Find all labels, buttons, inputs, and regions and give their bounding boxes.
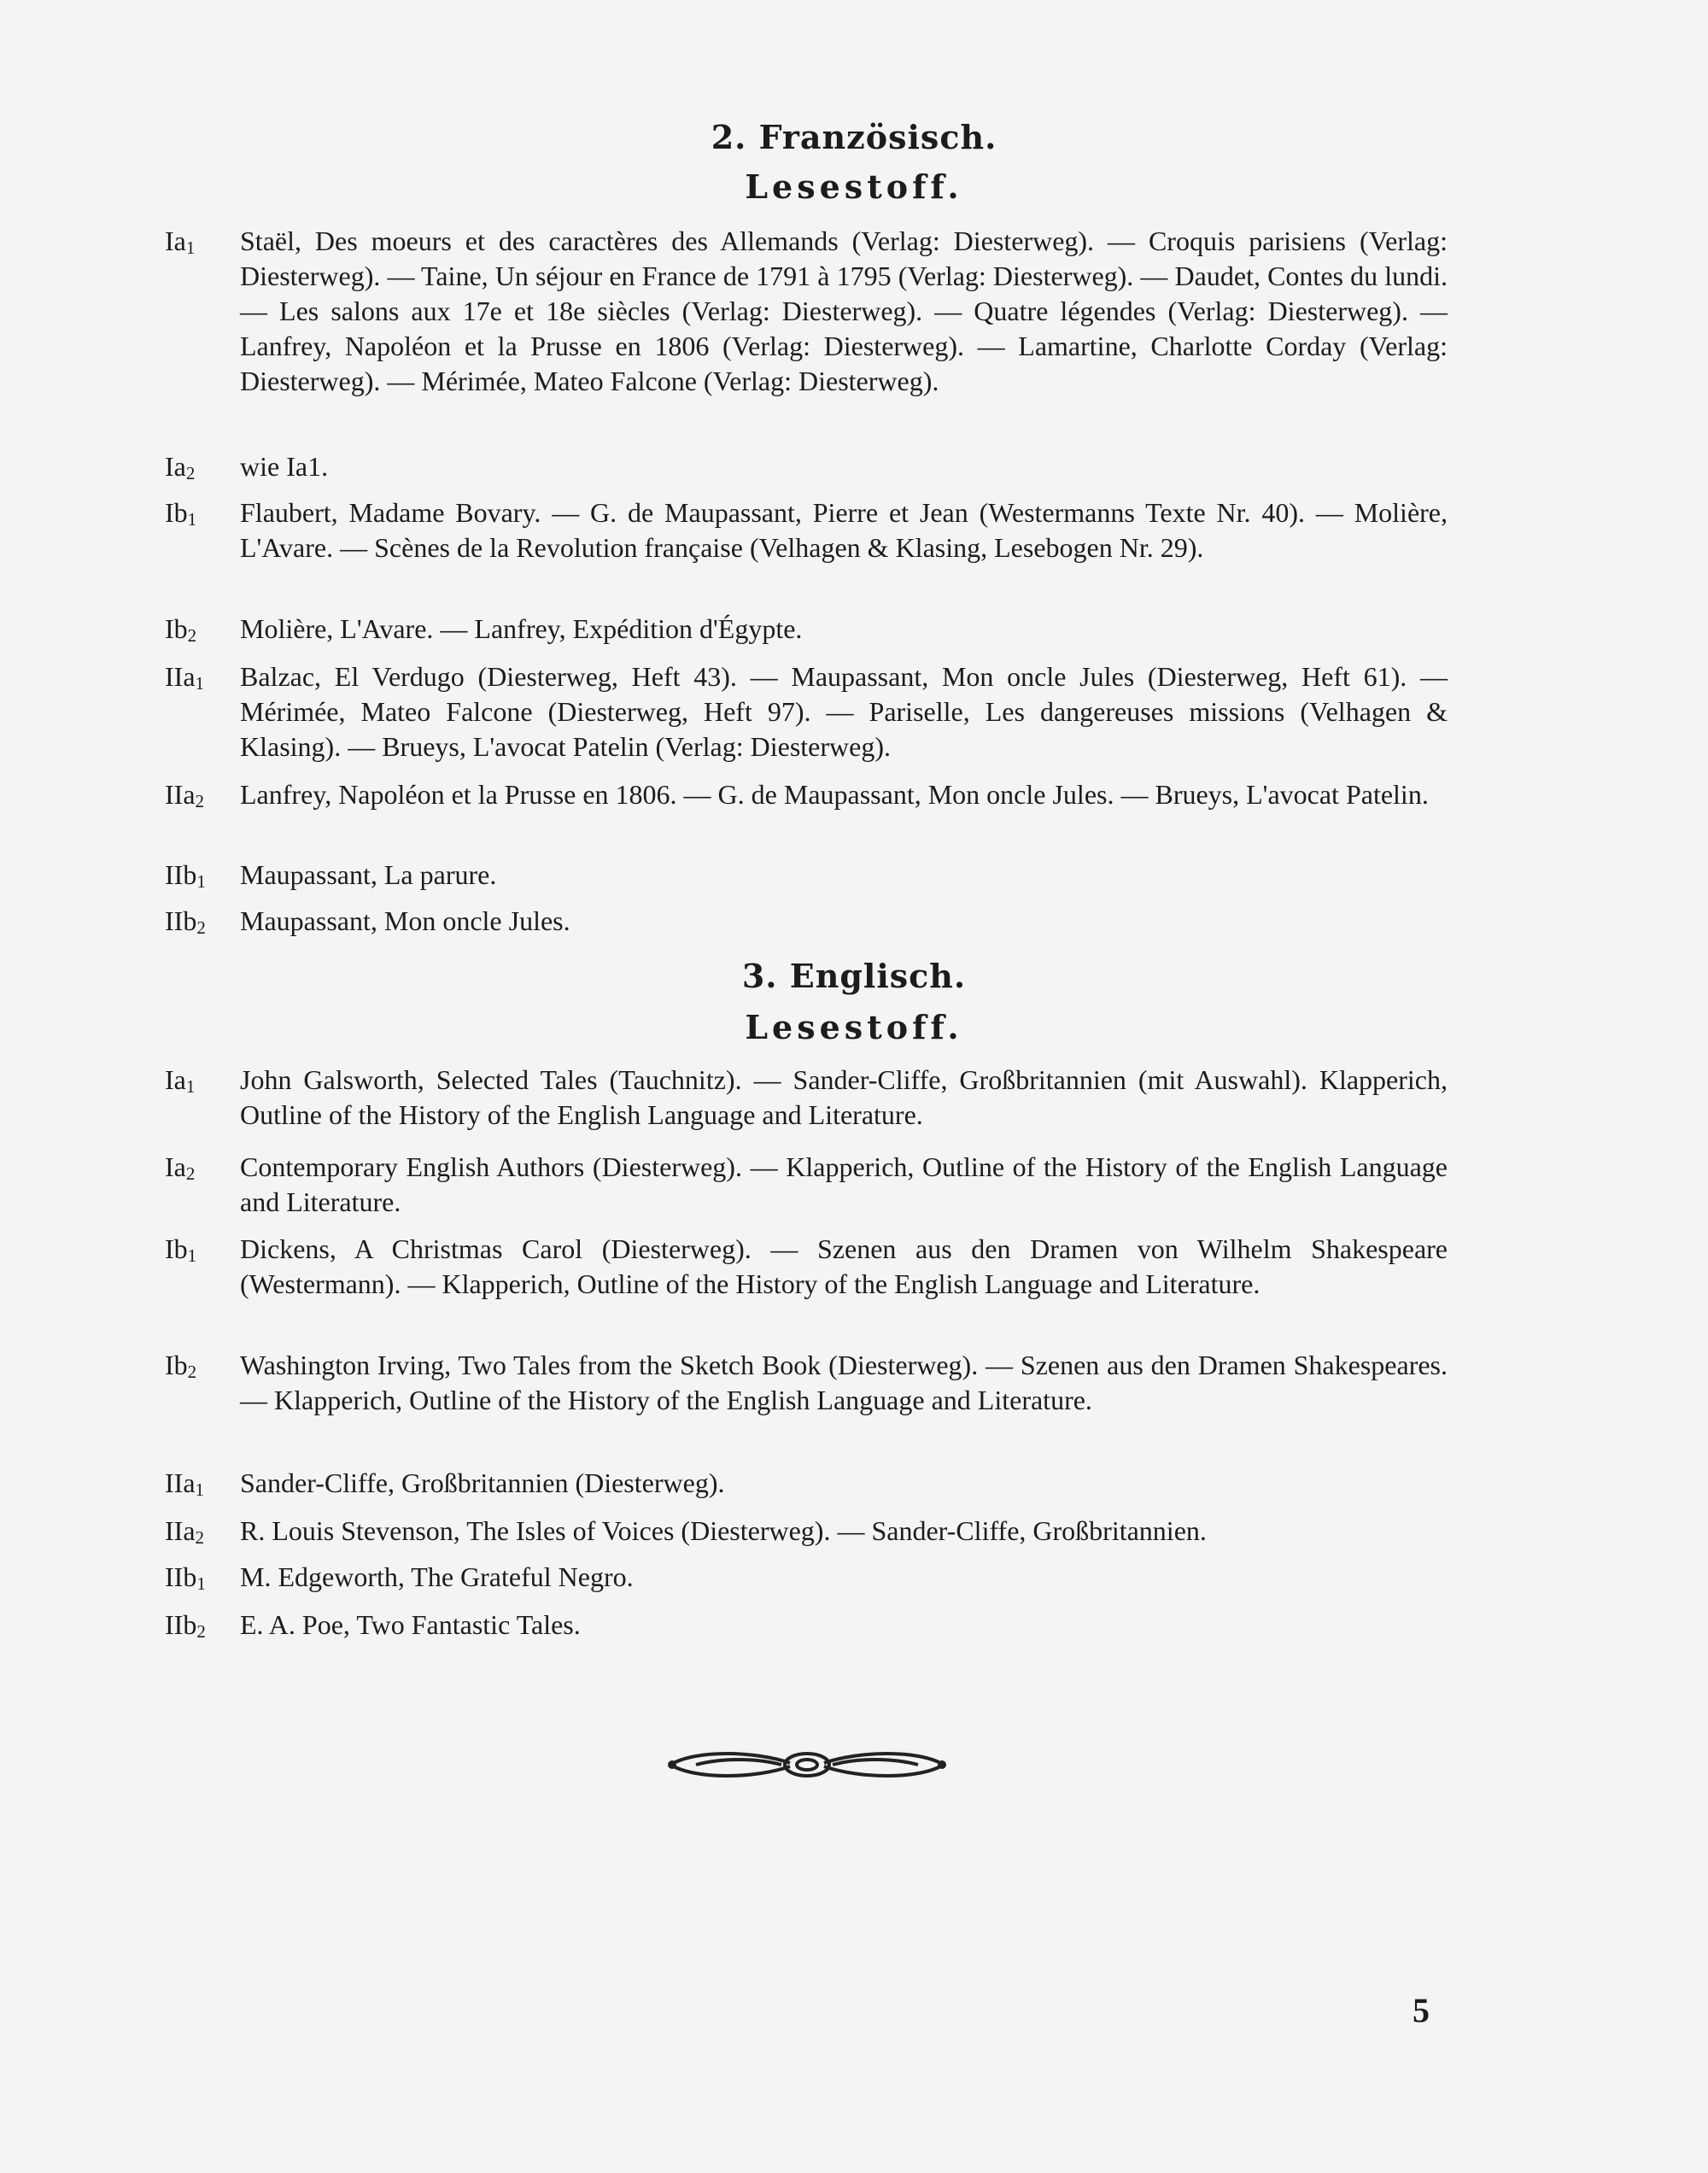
section-title-french: 2. Französisch. [711,118,997,156]
entry-label: IIa$_1$ [165,661,205,694]
section-title-english: 3. Englisch. [741,957,967,995]
entry-text: R. Louis Stevenson, The Isles of Voices (Diesterweg). — Sander-Cliffe, Großbritannien. [240,1515,1207,1546]
entry-label: $Ib_1$ [165,497,197,530]
entry-label: IIb$_2$ [165,1609,206,1642]
entry-text: wie Ia1. [240,451,329,482]
entry-text: Molière, L'Avare. — Lanfrey, Expédition d'Égypte. [240,613,803,644]
section-subtitle-french: Lesestoff. [745,167,963,206]
entry-text: M. Edgeworth, The Grateful Negro. [240,1561,634,1592]
entry-label: $Ib_1$ [165,1233,197,1266]
entry-label: IIa$_2$ [165,1515,205,1548]
entry-label: IIb$_2$ [165,905,206,938]
entry-text: John Galsworth, Selected Tales (Tauchnitz). — Sander-Cliffe, Großbritannien (mit Auswahl). Klapperich, Outline of the History of the English Language and Literature. [240,1064,1448,1130]
entry-text: Lanfrey, Napoléon et la Prusse en 1806. — G. de Maupassant, Mon oncle Jules. — Brueys, L'avocat Patelin. [240,779,1429,810]
entry-label: IIa$_1$ [165,1467,205,1500]
entry-text: Staël, Des moeurs et des caractères des Allemands (Verlag: Diesterweg). — Croquis parisiens (Verlag: Diesterweg). — Taine, Un séjour en France de 1791 à 1795 (Verlag: Diesterweg). — Daudet, Contes du lundi. — Les salons aux 17e et 18e siècles (Verlag: Diesterweg). — Quatre légendes (Verlag: Diesterweg). — Lanfrey, Napoléon et la Prusse en 1806 (Verlag: Diesterweg). — Lamartine, Charlotte Corday (Verlag: Diesterweg). — Mérimée, Mateo Falcone (Verlag: Diesterweg). [240,226,1448,396]
entry-text: Contemporary English Authors (Diesterweg). — Klapperich, Outline of the History of the English Language and Literature. [240,1151,1448,1217]
entry-label: $Ib_2$ [165,1350,197,1382]
entry-text: Washington Irving, Two Tales from the Sketch Book (Diesterweg). — Szenen aus den Dramen Shakespeares. — Klapperich, Outline of the History of the English Language and Literature. [240,1350,1448,1415]
page-number: 5 [1413,1991,1430,2030]
section-subtitle-english: Lesestoff. [745,1008,963,1046]
entry-text: Sander-Cliffe, Großbritannien (Diesterweg). [240,1467,725,1498]
entry-label: $Ia_2$ [165,451,196,483]
entry-text: Flaubert, Madame Bovary. — G. de Maupassant, Pierre et Jean (Westermanns Texte Nr. 40). — Molière, L'Avare. — Scènes de la Revolution française (Velhagen & Klasing, Lesebogen Nr. 29). [240,497,1448,563]
entry-text: Balzac, El Verdugo (Diesterweg, Heft 43). — Maupassant, Mon oncle Jules (Diesterweg, Heft 61). — Mérimée, Mateo Falcone (Diesterweg, Heft 97). — Pariselle, Les dangereuses missions (Velhagen & Klasing). — Brueys, L'avocat Patelin (Verlag: Diesterweg). [240,661,1448,762]
entry-text: Maupassant, Mon oncle Jules. [240,905,570,936]
entry-label: $Ia_1$ [165,226,196,258]
ornament-divider-icon [662,1742,952,1785]
entry-text: Dickens, A Christmas Carol (Diesterweg). — Szenen aus den Dramen von Wilhelm Shakespeare (Westermann). — Klapperich, Outline of the History of the English Language and Literature. [240,1233,1448,1299]
entry-text: Maupassant, La parure. [240,859,497,890]
entry-label: IIa$_2$ [165,779,205,811]
entry-label: IIb$_1$ [165,1561,206,1594]
entry-label: $Ia_2$ [165,1151,196,1184]
entry-label: $Ia_1$ [165,1064,196,1097]
entry-label: $Ib_2$ [165,613,197,646]
entry-label: IIb$_1$ [165,859,206,892]
entry-text: E. A. Poe, Two Fantastic Tales. [240,1609,581,1640]
